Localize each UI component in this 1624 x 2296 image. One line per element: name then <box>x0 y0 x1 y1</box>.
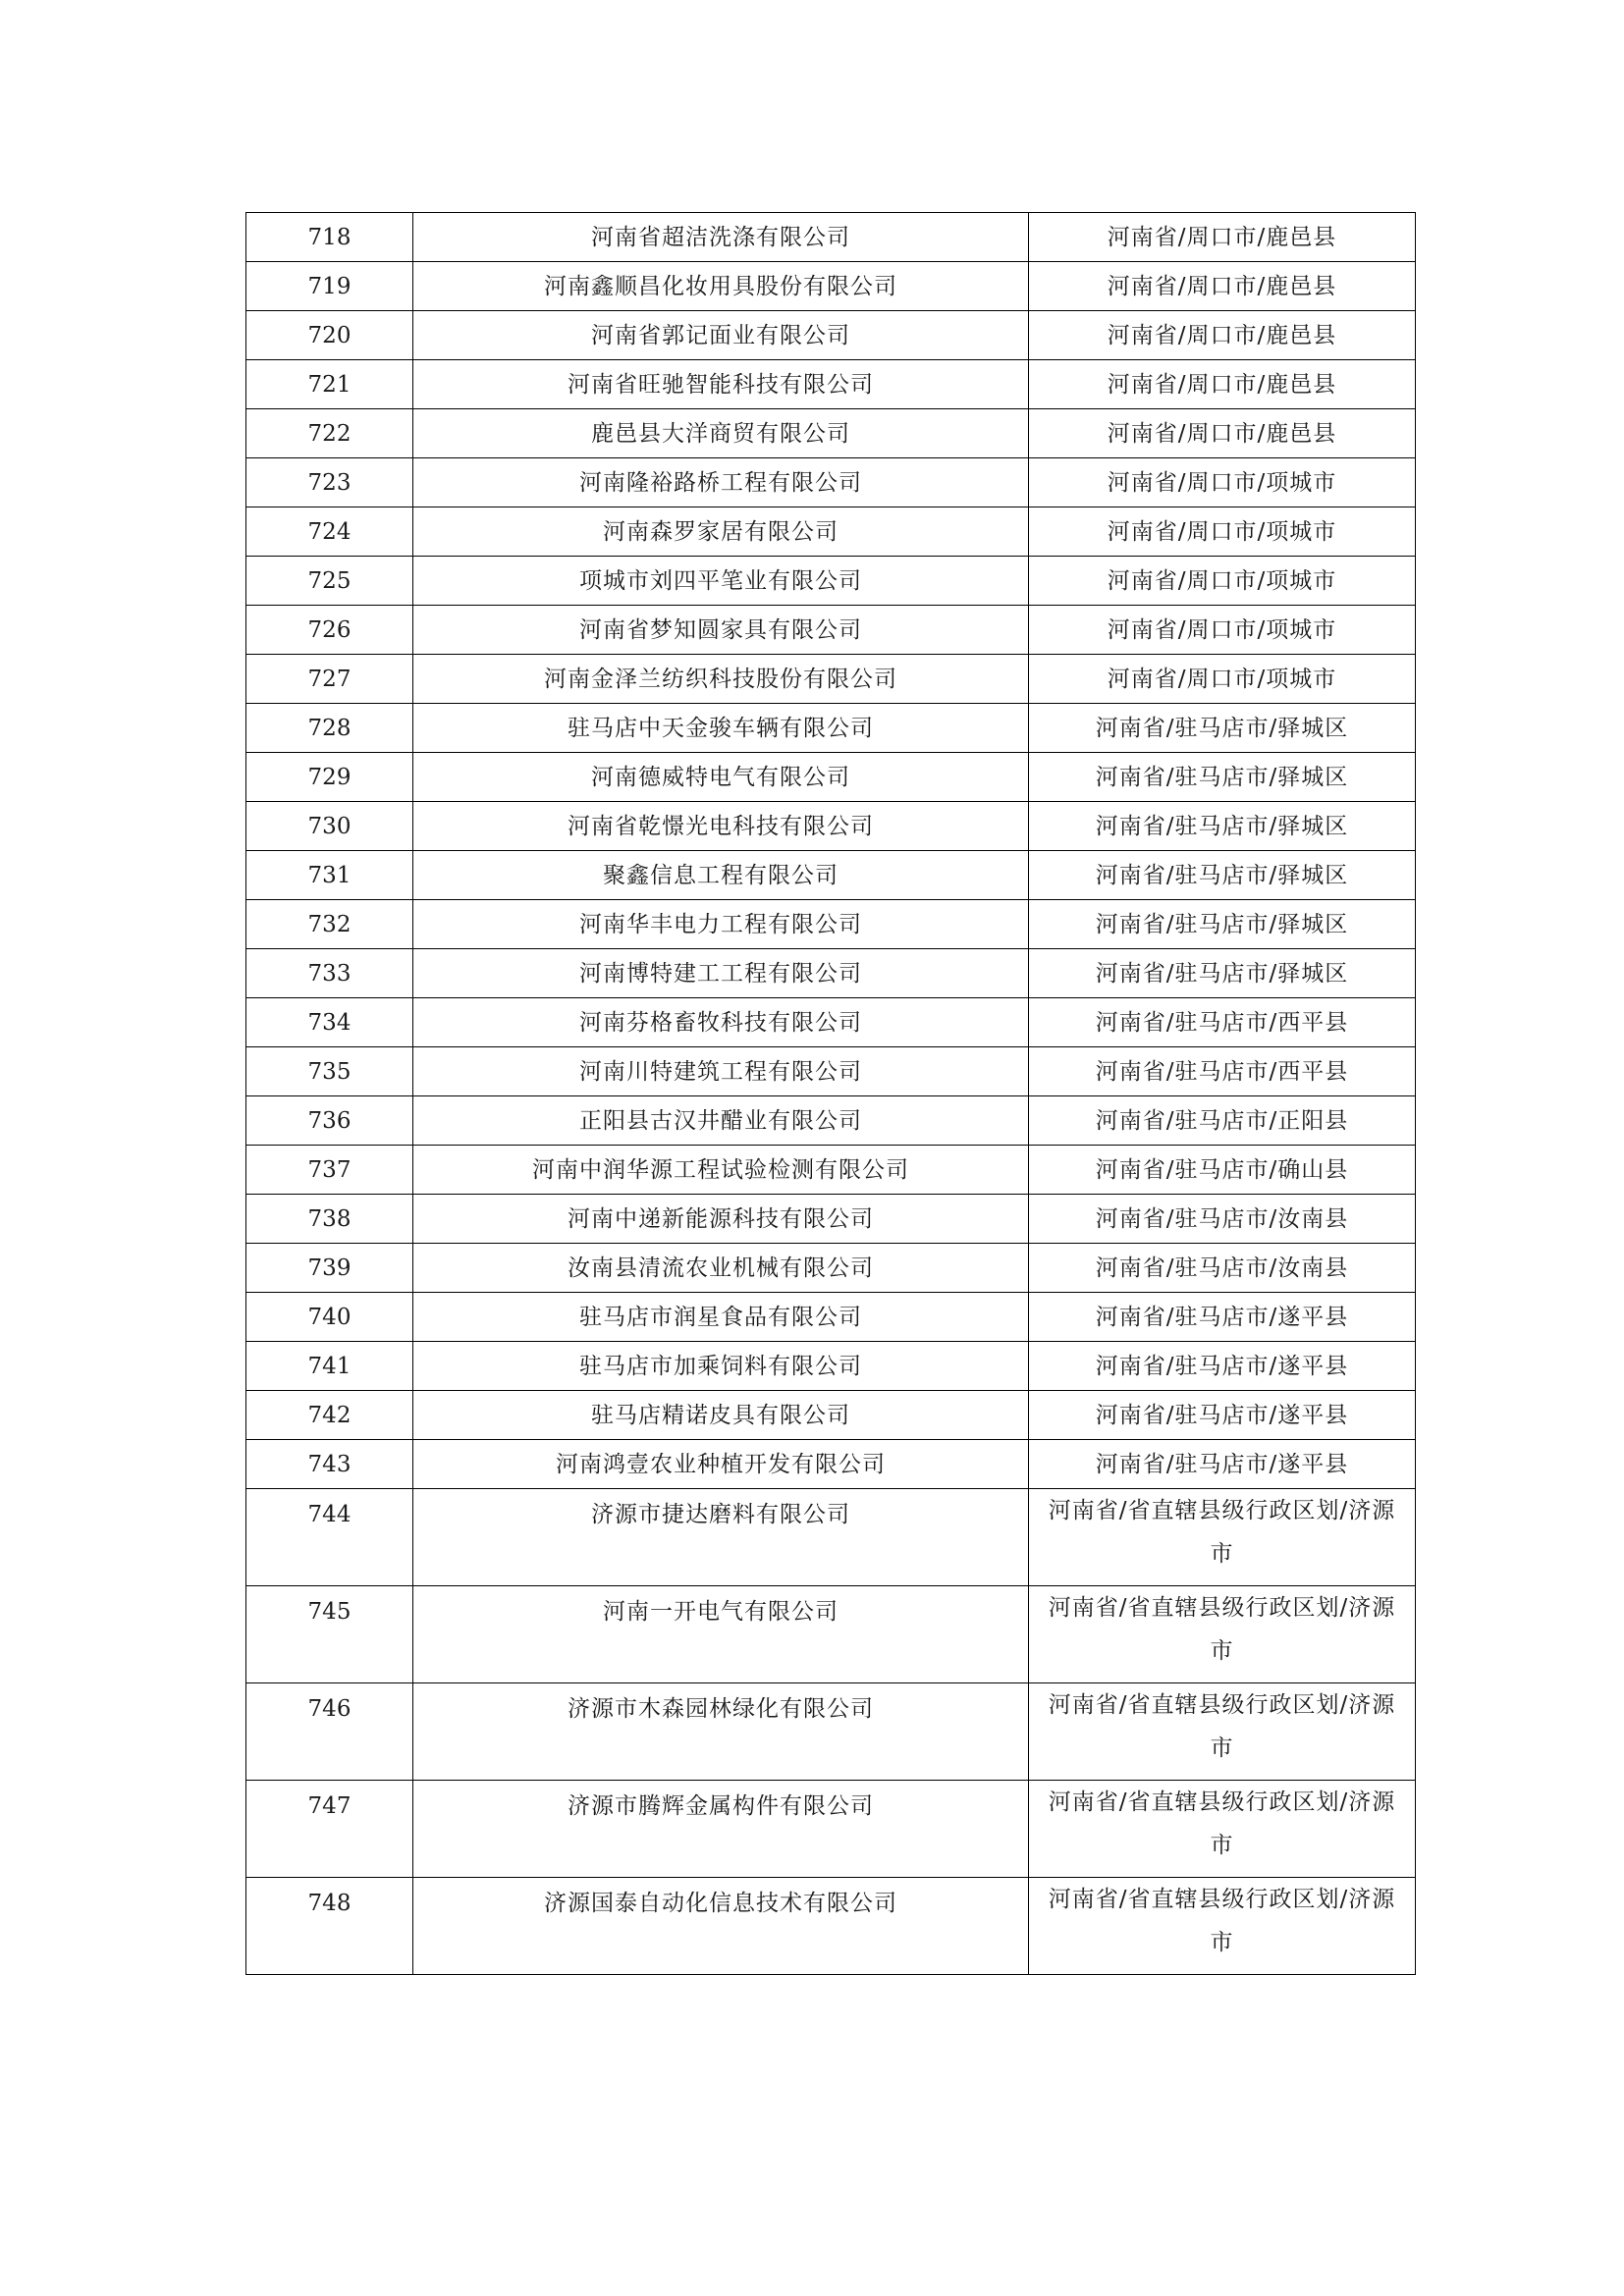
company-name: 河南博特建工工程有限公司 <box>413 949 1029 998</box>
table-row <box>246 900 1416 949</box>
table-row <box>246 998 1416 1047</box>
table-row <box>246 851 1416 900</box>
company-region: 河南省/驻马店市/汝南县 <box>1029 1195 1416 1244</box>
company-region: 河南省/驻马店市/确山县 <box>1029 1146 1416 1195</box>
company-region: 河南省/周口市/项城市 <box>1029 507 1416 557</box>
company-region: 河南省/省直辖县级行政区划/济源市 <box>1029 1586 1416 1683</box>
table-row <box>246 949 1416 998</box>
table-row <box>246 409 1416 458</box>
company-name: 驻马店精诺皮具有限公司 <box>413 1391 1029 1440</box>
company-region: 河南省/周口市/鹿邑县 <box>1029 262 1416 311</box>
company-name: 鹿邑县大洋商贸有限公司 <box>413 409 1029 458</box>
company-name: 济源国泰自动化信息技术有限公司 <box>413 1878 1029 1975</box>
table-row <box>246 1096 1416 1146</box>
company-name: 济源市捷达磨料有限公司 <box>413 1489 1029 1586</box>
company-region: 河南省/周口市/项城市 <box>1029 458 1416 507</box>
row-number: 729 <box>246 753 413 802</box>
company-name: 河南省超洁洗涤有限公司 <box>413 213 1029 262</box>
company-region: 河南省/周口市/项城市 <box>1029 606 1416 655</box>
company-name: 河南省郭记面业有限公司 <box>413 311 1029 360</box>
company-name: 河南中递新能源科技有限公司 <box>413 1195 1029 1244</box>
row-number: 745 <box>246 1586 413 1683</box>
company-region: 河南省/驻马店市/驿城区 <box>1029 949 1416 998</box>
row-number: 747 <box>246 1781 413 1878</box>
company-name: 河南鑫顺昌化妆用具股份有限公司 <box>413 262 1029 311</box>
row-number: 728 <box>246 704 413 753</box>
row-number: 725 <box>246 557 413 606</box>
table-row <box>246 311 1416 360</box>
row-number: 740 <box>246 1293 413 1342</box>
row-number: 736 <box>246 1096 413 1146</box>
table-row <box>246 557 1416 606</box>
company-name: 河南华丰电力工程有限公司 <box>413 900 1029 949</box>
row-number: 734 <box>246 998 413 1047</box>
company-name: 项城市刘四平笔业有限公司 <box>413 557 1029 606</box>
row-number: 719 <box>246 262 413 311</box>
company-region: 河南省/省直辖县级行政区划/济源市 <box>1029 1878 1416 1975</box>
table-row <box>246 1586 1416 1683</box>
table-row <box>246 1878 1416 1975</box>
company-region: 河南省/驻马店市/遂平县 <box>1029 1342 1416 1391</box>
company-region: 河南省/周口市/鹿邑县 <box>1029 360 1416 409</box>
company-name: 驻马店市润星食品有限公司 <box>413 1293 1029 1342</box>
row-number: 748 <box>246 1878 413 1975</box>
company-name: 河南芬格畜牧科技有限公司 <box>413 998 1029 1047</box>
company-region: 河南省/驻马店市/西平县 <box>1029 998 1416 1047</box>
row-number: 732 <box>246 900 413 949</box>
table-row <box>246 360 1416 409</box>
table-row <box>246 1047 1416 1096</box>
company-region: 河南省/省直辖县级行政区划/济源市 <box>1029 1683 1416 1781</box>
table-row <box>246 1391 1416 1440</box>
company-region: 河南省/驻马店市/驿城区 <box>1029 802 1416 851</box>
company-region: 河南省/驻马店市/驿城区 <box>1029 704 1416 753</box>
table-row <box>246 1146 1416 1195</box>
table-row <box>246 606 1416 655</box>
company-name: 河南鸿壹农业种植开发有限公司 <box>413 1440 1029 1489</box>
row-number: 744 <box>246 1489 413 1586</box>
company-region: 河南省/驻马店市/汝南县 <box>1029 1244 1416 1293</box>
table-row <box>246 1440 1416 1489</box>
company-name: 河南川特建筑工程有限公司 <box>413 1047 1029 1096</box>
company-name: 河南省旺驰智能科技有限公司 <box>413 360 1029 409</box>
table-row <box>246 262 1416 311</box>
row-number: 737 <box>246 1146 413 1195</box>
row-number: 726 <box>246 606 413 655</box>
table-row <box>246 1489 1416 1586</box>
row-number: 727 <box>246 655 413 704</box>
company-region: 河南省/驻马店市/驿城区 <box>1029 851 1416 900</box>
table-row <box>246 1293 1416 1342</box>
row-number: 730 <box>246 802 413 851</box>
row-number: 735 <box>246 1047 413 1096</box>
company-region: 河南省/驻马店市/正阳县 <box>1029 1096 1416 1146</box>
row-number: 720 <box>246 311 413 360</box>
company-name: 河南一开电气有限公司 <box>413 1586 1029 1683</box>
company-region: 河南省/周口市/鹿邑县 <box>1029 213 1416 262</box>
company-name: 河南森罗家居有限公司 <box>413 507 1029 557</box>
row-number: 718 <box>246 213 413 262</box>
table-row <box>246 704 1416 753</box>
company-region: 河南省/周口市/鹿邑县 <box>1029 409 1416 458</box>
company-region: 河南省/驻马店市/遂平县 <box>1029 1440 1416 1489</box>
company-name: 河南德威特电气有限公司 <box>413 753 1029 802</box>
company-name: 济源市腾辉金属构件有限公司 <box>413 1781 1029 1878</box>
company-name: 河南金泽兰纺织科技股份有限公司 <box>413 655 1029 704</box>
company-region: 河南省/驻马店市/遂平县 <box>1029 1293 1416 1342</box>
row-number: 738 <box>246 1195 413 1244</box>
company-name: 汝南县清流农业机械有限公司 <box>413 1244 1029 1293</box>
row-number: 724 <box>246 507 413 557</box>
row-number: 723 <box>246 458 413 507</box>
row-number: 722 <box>246 409 413 458</box>
table-body <box>246 213 1416 1975</box>
table-row <box>246 655 1416 704</box>
company-region: 河南省/省直辖县级行政区划/济源市 <box>1029 1781 1416 1878</box>
table-row <box>246 1781 1416 1878</box>
company-region: 河南省/驻马店市/驿城区 <box>1029 900 1416 949</box>
table-row <box>246 213 1416 262</box>
enterprise-list-table <box>245 212 1416 1975</box>
table-row <box>246 1683 1416 1781</box>
row-number: 743 <box>246 1440 413 1489</box>
company-name: 河南中润华源工程试验检测有限公司 <box>413 1146 1029 1195</box>
company-name: 驻马店市加乘饲料有限公司 <box>413 1342 1029 1391</box>
company-name: 河南省梦知圆家具有限公司 <box>413 606 1029 655</box>
company-name: 聚鑫信息工程有限公司 <box>413 851 1029 900</box>
row-number: 731 <box>246 851 413 900</box>
company-region: 河南省/周口市/项城市 <box>1029 557 1416 606</box>
table-row <box>246 1342 1416 1391</box>
company-region: 河南省/驻马店市/西平县 <box>1029 1047 1416 1096</box>
row-number: 746 <box>246 1683 413 1781</box>
company-name: 河南省乾憬光电科技有限公司 <box>413 802 1029 851</box>
company-region: 河南省/周口市/鹿邑县 <box>1029 311 1416 360</box>
table-row <box>246 507 1416 557</box>
company-name: 正阳县古汉井醋业有限公司 <box>413 1096 1029 1146</box>
row-number: 733 <box>246 949 413 998</box>
table-row <box>246 1195 1416 1244</box>
table-row <box>246 458 1416 507</box>
company-region: 河南省/周口市/项城市 <box>1029 655 1416 704</box>
company-region: 河南省/省直辖县级行政区划/济源市 <box>1029 1489 1416 1586</box>
table-row <box>246 753 1416 802</box>
row-number: 739 <box>246 1244 413 1293</box>
company-region: 河南省/驻马店市/驿城区 <box>1029 753 1416 802</box>
company-name: 济源市木森园林绿化有限公司 <box>413 1683 1029 1781</box>
row-number: 741 <box>246 1342 413 1391</box>
table-row <box>246 1244 1416 1293</box>
company-region: 河南省/驻马店市/遂平县 <box>1029 1391 1416 1440</box>
table-row <box>246 802 1416 851</box>
company-name: 驻马店中天金骏车辆有限公司 <box>413 704 1029 753</box>
row-number: 742 <box>246 1391 413 1440</box>
company-name: 河南隆裕路桥工程有限公司 <box>413 458 1029 507</box>
row-number: 721 <box>246 360 413 409</box>
